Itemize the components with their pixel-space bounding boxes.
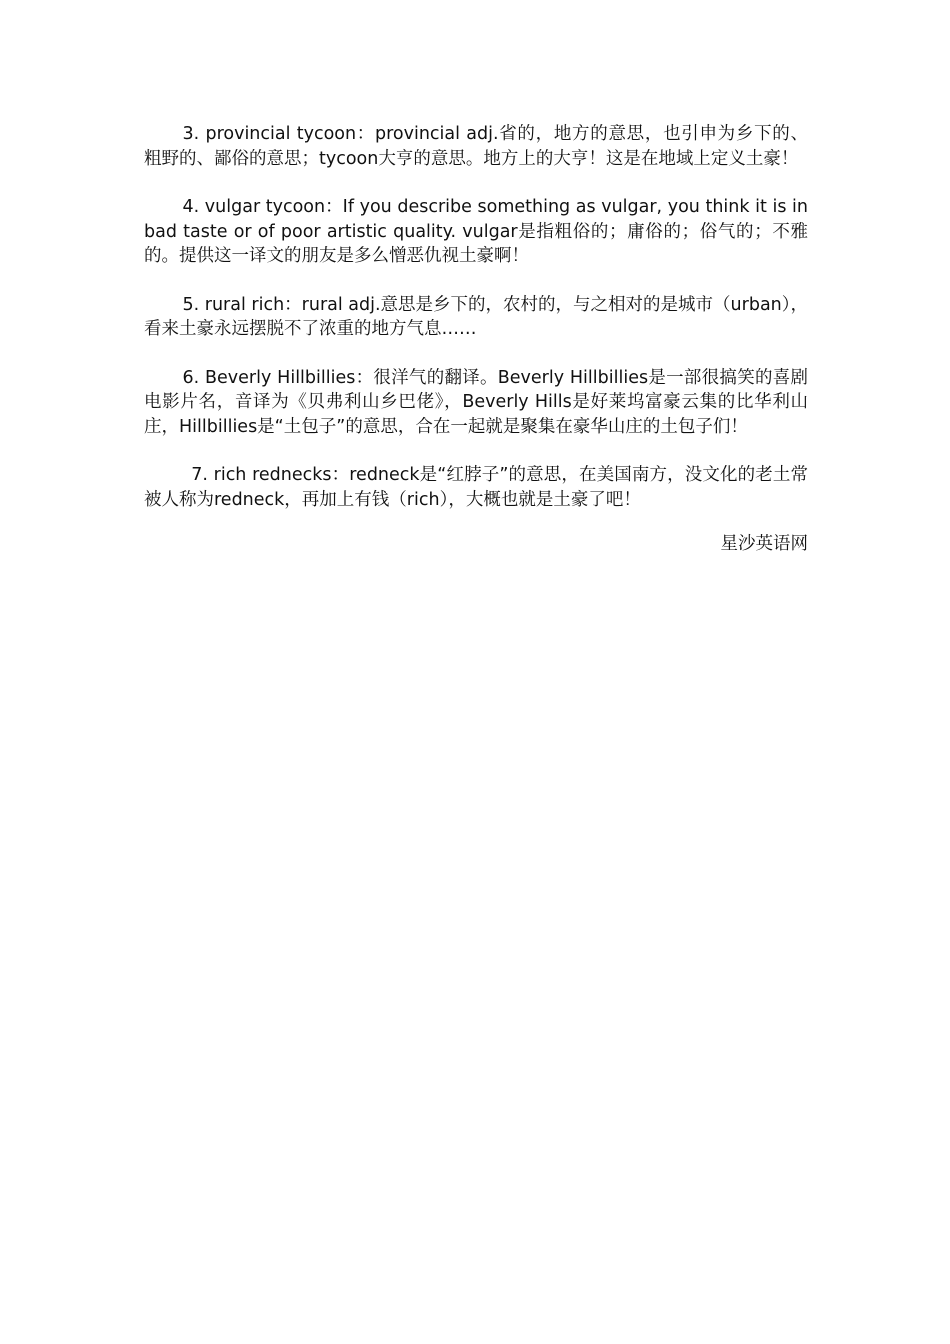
paragraph-beverly-hillbillies: 6. Beverly Hillbillies：很洋气的翻译。Beverly Hillbillies是一部很搞笑的喜剧电影片名，音译为《贝弗利山乡巴佬》，Beverly Hills是好莱坞富豪云集的比华利山庄，Hillbillies是“土包子”的意思，合在一起就是聚集在豪华山庄的土包子们！ <box>144 367 808 437</box>
source-attribution: 星沙英语网 <box>720 534 808 554</box>
paragraph-rich-rednecks: 7. rich rednecks：redneck是“红脖子”的意思，在美国南方，没文化的老土常被人称为redneck，再加上有钱（rich），大概也就是土豪了吧！ <box>144 465 808 510</box>
paragraph-rural-rich: 5. rural rich：rural adj.意思是乡下的，农村的，与之相对的是城市（urban），看来土豪永远摆脱不了浓重的地方气息…… <box>144 294 809 339</box>
document-page <box>144 122 808 557</box>
paragraph-vulgar-tycoon: 4. vulgar tycoon：If you describe something as vulgar, you think it is in bad taste or of poor artistic quality. vulgar是指粗俗的；庸俗的；俗气的；不雅的。提供这一译文的朋友是多么憎恶仇视土豪啊！ <box>144 197 808 266</box>
paragraph-provincial-tycoon: 3. provincial tycoon：provincial adj.省的，地方的意思，也引申为乡下的、粗野的、鄙俗的意思；tycoon大亨的意思。地方上的大亨！这是在地域上定义土豪！ <box>144 124 808 169</box>
